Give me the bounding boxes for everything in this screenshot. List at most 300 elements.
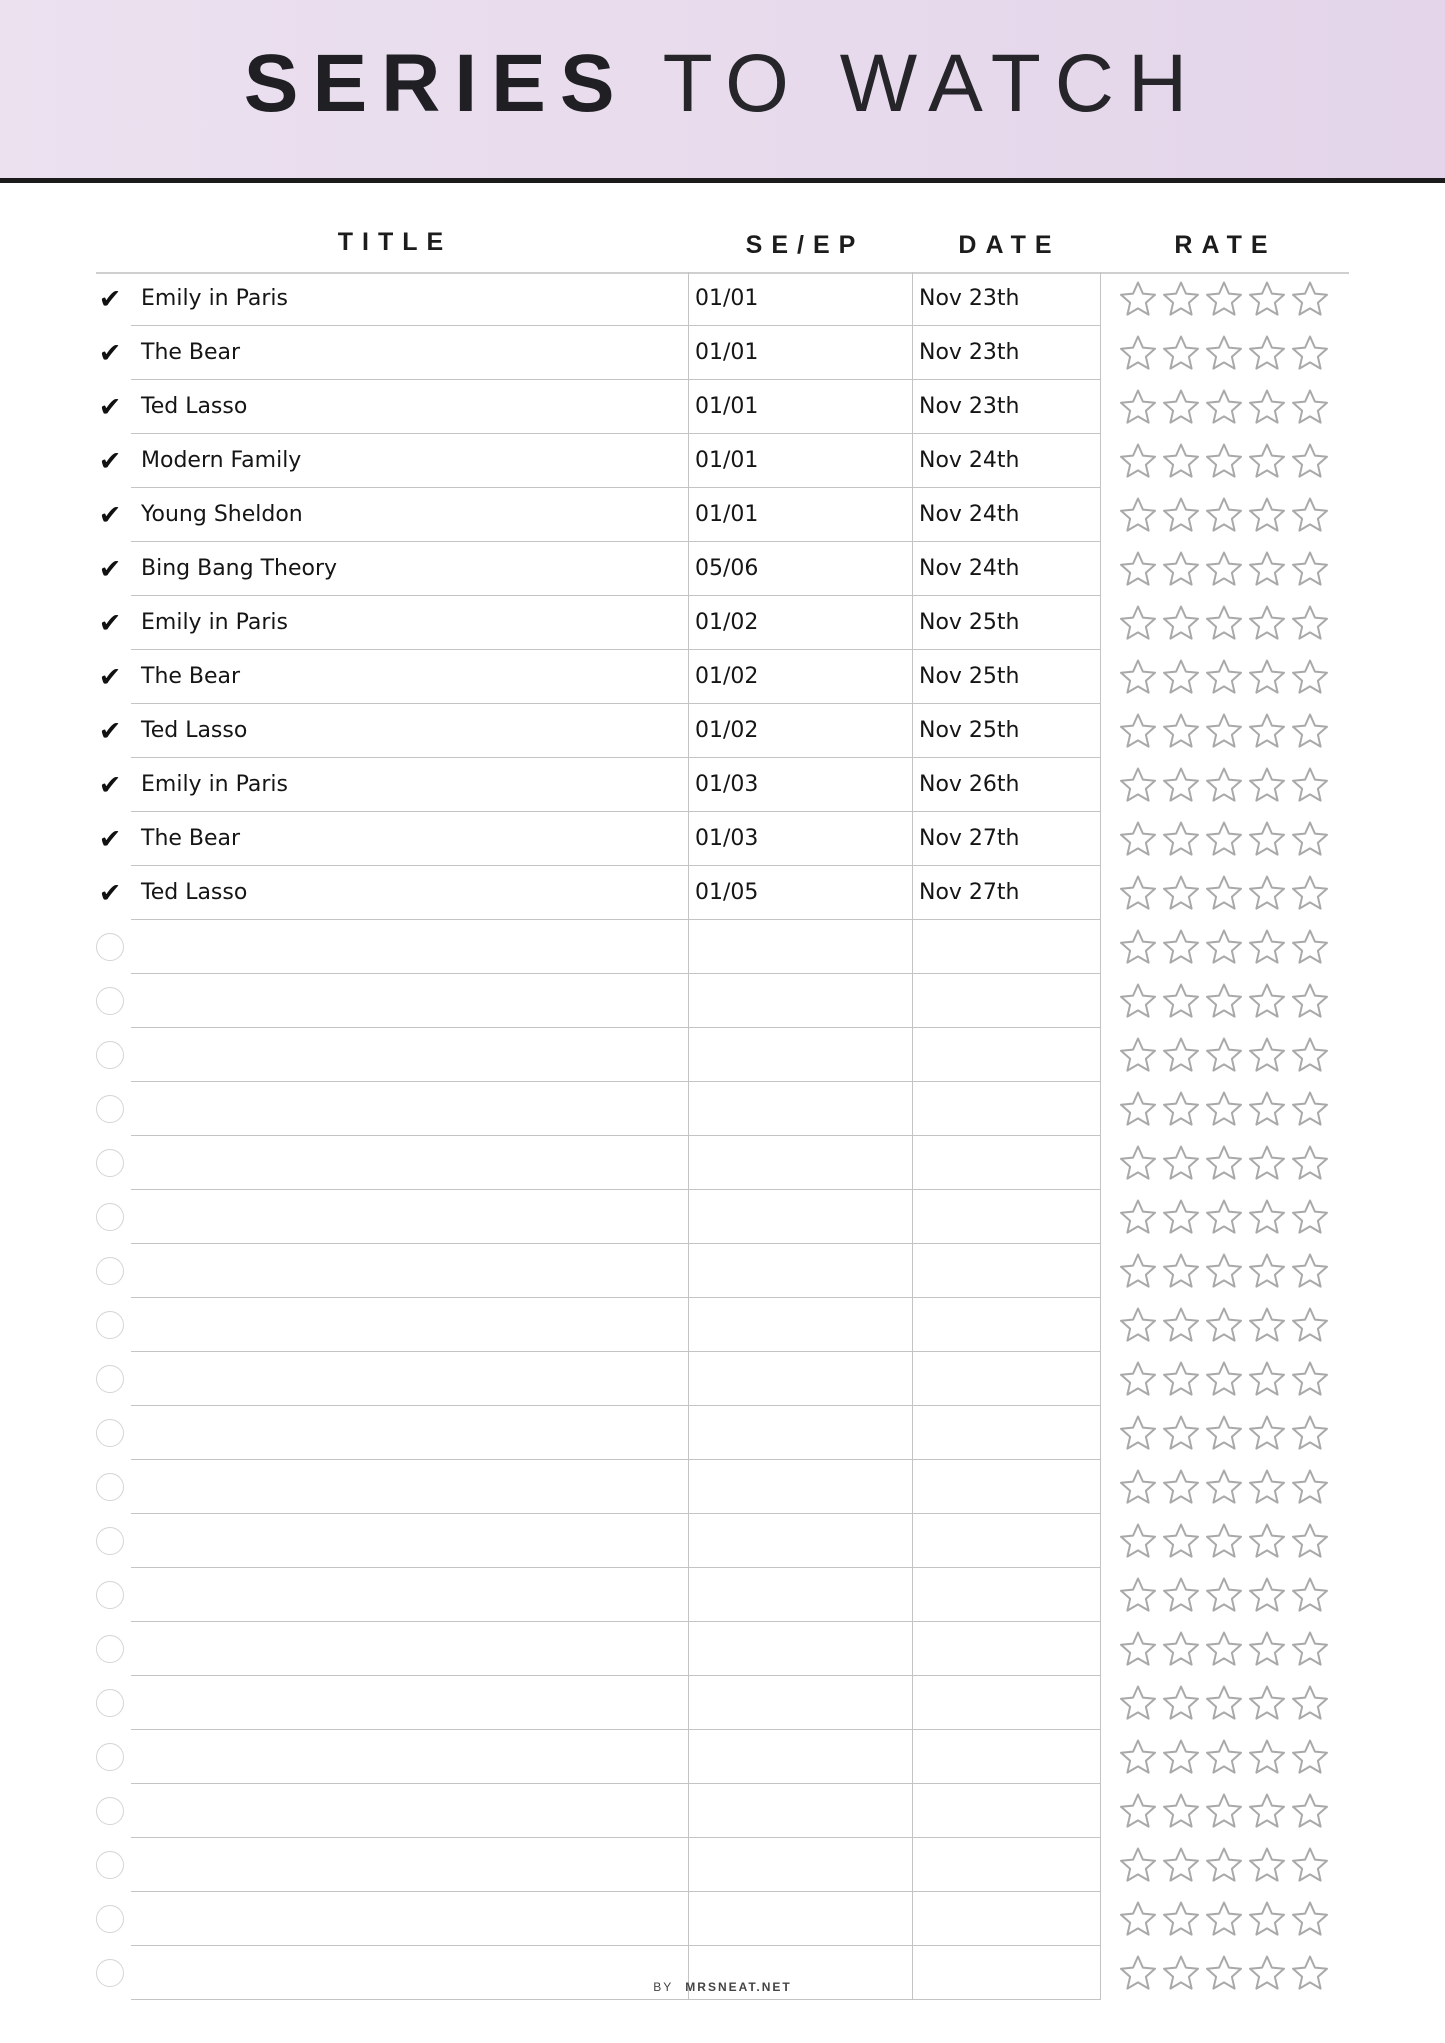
star-outline-icon[interactable] xyxy=(1247,1846,1287,1884)
star-outline-icon[interactable] xyxy=(1247,1306,1287,1344)
checkmark-icon[interactable]: ✔ xyxy=(98,823,122,855)
star-outline-icon[interactable] xyxy=(1118,1576,1158,1614)
star-outline-icon[interactable] xyxy=(1290,1090,1330,1128)
star-outline-icon[interactable] xyxy=(1247,1414,1287,1452)
star-outline-icon[interactable] xyxy=(1290,1306,1330,1344)
star-outline-icon[interactable] xyxy=(1204,820,1244,858)
empty-checkbox[interactable] xyxy=(96,1203,124,1231)
se-ep-cell[interactable]: 01/01 xyxy=(688,380,912,434)
title-cell[interactable] xyxy=(131,1136,688,1190)
title-bold: SERIES xyxy=(243,38,629,129)
title-cell[interactable] xyxy=(131,1568,688,1622)
star-outline-icon[interactable] xyxy=(1161,874,1201,912)
date-cell[interactable] xyxy=(912,1514,1101,1568)
checkmark-icon[interactable]: ✔ xyxy=(98,445,122,477)
star-outline-icon[interactable] xyxy=(1247,334,1287,372)
star-outline-icon[interactable] xyxy=(1118,1414,1158,1452)
star-outline-icon[interactable] xyxy=(1290,928,1330,966)
star-outline-icon[interactable] xyxy=(1118,982,1158,1020)
rating-stars xyxy=(1118,1306,1333,1344)
star-outline-icon[interactable] xyxy=(1118,1900,1158,1938)
checkmark-icon[interactable]: ✔ xyxy=(98,391,122,423)
star-outline-icon[interactable] xyxy=(1247,874,1287,912)
date-cell[interactable]: Nov 25th xyxy=(912,704,1101,758)
star-outline-icon[interactable] xyxy=(1290,1522,1330,1560)
title-cell[interactable] xyxy=(131,1676,688,1730)
star-outline-icon[interactable] xyxy=(1118,1522,1158,1560)
star-outline-icon[interactable] xyxy=(1161,928,1201,966)
star-outline-icon[interactable] xyxy=(1118,712,1158,750)
date-cell[interactable]: Nov 24th xyxy=(912,542,1101,596)
star-outline-icon[interactable] xyxy=(1290,280,1330,318)
title-cell[interactable] xyxy=(131,1298,688,1352)
star-outline-icon[interactable] xyxy=(1290,982,1330,1020)
star-outline-icon[interactable] xyxy=(1247,1684,1287,1722)
date-cell[interactable]: Nov 25th xyxy=(912,650,1101,704)
title-cell[interactable] xyxy=(131,1352,688,1406)
star-outline-icon[interactable] xyxy=(1118,1684,1158,1722)
star-outline-icon[interactable] xyxy=(1247,712,1287,750)
date-cell[interactable]: Nov 24th xyxy=(912,488,1101,542)
star-outline-icon[interactable] xyxy=(1161,442,1201,480)
date-cell[interactable] xyxy=(912,1892,1101,1946)
star-outline-icon[interactable] xyxy=(1247,1360,1287,1398)
se-ep-cell[interactable] xyxy=(688,1568,912,1622)
se-ep-cell[interactable] xyxy=(688,1136,912,1190)
star-outline-icon[interactable] xyxy=(1161,1198,1201,1236)
star-outline-icon[interactable] xyxy=(1118,604,1158,642)
checkmark-icon[interactable]: ✔ xyxy=(98,553,122,585)
date-cell[interactable]: Nov 24th xyxy=(912,434,1101,488)
star-outline-icon[interactable] xyxy=(1290,1792,1330,1830)
title-cell[interactable]: Bing Bang Theory xyxy=(131,542,688,596)
title-cell[interactable]: The Bear xyxy=(131,812,688,866)
date-cell[interactable] xyxy=(912,1676,1101,1730)
star-outline-icon[interactable] xyxy=(1118,496,1158,534)
star-outline-icon[interactable] xyxy=(1204,550,1244,588)
title-cell[interactable] xyxy=(131,1514,688,1568)
se-ep-cell[interactable] xyxy=(688,1892,912,1946)
empty-checkbox[interactable] xyxy=(96,1797,124,1825)
empty-checkbox[interactable] xyxy=(96,1527,124,1555)
star-outline-icon[interactable] xyxy=(1290,388,1330,426)
star-outline-icon[interactable] xyxy=(1290,442,1330,480)
star-outline-icon[interactable] xyxy=(1118,1036,1158,1074)
title-cell[interactable]: The Bear xyxy=(131,650,688,704)
star-outline-icon[interactable] xyxy=(1118,1630,1158,1668)
rating-stars xyxy=(1118,766,1333,804)
star-outline-icon[interactable] xyxy=(1204,604,1244,642)
star-outline-icon[interactable] xyxy=(1290,1414,1330,1452)
title-cell[interactable] xyxy=(131,1784,688,1838)
star-outline-icon[interactable] xyxy=(1290,1198,1330,1236)
title-cell[interactable]: Emily in Paris xyxy=(131,758,688,812)
title-cell[interactable]: The Bear xyxy=(131,326,688,380)
star-outline-icon[interactable] xyxy=(1161,766,1201,804)
se-ep-cell[interactable]: 01/01 xyxy=(688,434,912,488)
se-ep-cell[interactable] xyxy=(688,974,912,1028)
title-cell[interactable] xyxy=(131,1028,688,1082)
title-cell[interactable]: Ted Lasso xyxy=(131,866,688,920)
checkmark-icon[interactable]: ✔ xyxy=(98,283,122,315)
rating-stars xyxy=(1118,982,1333,1020)
star-outline-icon[interactable] xyxy=(1161,712,1201,750)
empty-checkbox[interactable] xyxy=(96,1365,124,1393)
date-cell[interactable] xyxy=(912,1136,1101,1190)
star-outline-icon[interactable] xyxy=(1118,1846,1158,1884)
title-cell[interactable] xyxy=(131,920,688,974)
star-outline-icon[interactable] xyxy=(1161,1522,1201,1560)
star-outline-icon[interactable] xyxy=(1204,1198,1244,1236)
date-cell[interactable]: Nov 26th xyxy=(912,758,1101,812)
se-ep-cell[interactable] xyxy=(688,1406,912,1460)
star-outline-icon[interactable] xyxy=(1290,1630,1330,1668)
star-outline-icon[interactable] xyxy=(1247,982,1287,1020)
empty-checkbox[interactable] xyxy=(96,1851,124,1879)
date-cell[interactable] xyxy=(912,1460,1101,1514)
star-outline-icon[interactable] xyxy=(1290,550,1330,588)
date-cell[interactable] xyxy=(912,1568,1101,1622)
date-cell[interactable] xyxy=(912,1082,1101,1136)
star-outline-icon[interactable] xyxy=(1290,1738,1330,1776)
date-cell[interactable] xyxy=(912,1190,1101,1244)
star-outline-icon[interactable] xyxy=(1161,1900,1201,1938)
star-outline-icon[interactable] xyxy=(1118,334,1158,372)
table-row xyxy=(0,326,1445,380)
star-outline-icon[interactable] xyxy=(1161,1252,1201,1290)
se-ep-cell[interactable] xyxy=(688,1730,912,1784)
star-outline-icon[interactable] xyxy=(1118,1468,1158,1506)
star-outline-icon[interactable] xyxy=(1161,1630,1201,1668)
se-ep-cell[interactable] xyxy=(688,1838,912,1892)
star-outline-icon[interactable] xyxy=(1247,1468,1287,1506)
date-cell[interactable]: Nov 27th xyxy=(912,812,1101,866)
empty-checkbox[interactable] xyxy=(96,933,124,961)
se-ep-cell[interactable] xyxy=(688,1676,912,1730)
star-outline-icon[interactable] xyxy=(1161,1846,1201,1884)
title-cell[interactable] xyxy=(131,1406,688,1460)
star-outline-icon[interactable] xyxy=(1290,658,1330,696)
star-outline-icon[interactable] xyxy=(1204,1090,1244,1128)
table-row xyxy=(0,1244,1445,1298)
se-ep-cell[interactable] xyxy=(688,1352,912,1406)
star-outline-icon[interactable] xyxy=(1204,928,1244,966)
star-outline-icon[interactable] xyxy=(1161,1792,1201,1830)
date-cell[interactable] xyxy=(912,1406,1101,1460)
empty-checkbox[interactable] xyxy=(96,1473,124,1501)
star-outline-icon[interactable] xyxy=(1161,1090,1201,1128)
star-outline-icon[interactable] xyxy=(1247,1252,1287,1290)
star-outline-icon[interactable] xyxy=(1204,1036,1244,1074)
se-ep-cell[interactable]: 01/05 xyxy=(688,866,912,920)
star-outline-icon[interactable] xyxy=(1290,604,1330,642)
star-outline-icon[interactable] xyxy=(1118,766,1158,804)
star-outline-icon[interactable] xyxy=(1204,1144,1244,1182)
star-outline-icon[interactable] xyxy=(1204,658,1244,696)
date-cell[interactable] xyxy=(912,1352,1101,1406)
title-cell[interactable]: Ted Lasso xyxy=(131,704,688,758)
star-outline-icon[interactable] xyxy=(1118,388,1158,426)
empty-checkbox[interactable] xyxy=(96,1149,124,1177)
star-outline-icon[interactable] xyxy=(1161,658,1201,696)
star-outline-icon[interactable] xyxy=(1204,1360,1244,1398)
star-outline-icon[interactable] xyxy=(1118,874,1158,912)
star-outline-icon[interactable] xyxy=(1247,442,1287,480)
star-outline-icon[interactable] xyxy=(1247,496,1287,534)
star-outline-icon[interactable] xyxy=(1161,1036,1201,1074)
date-cell[interactable]: Nov 23th xyxy=(912,326,1101,380)
star-outline-icon[interactable] xyxy=(1161,388,1201,426)
star-outline-icon[interactable] xyxy=(1204,1738,1244,1776)
se-ep-cell[interactable] xyxy=(688,1298,912,1352)
date-cell[interactable] xyxy=(912,1622,1101,1676)
se-ep-cell[interactable]: 01/02 xyxy=(688,650,912,704)
star-outline-icon[interactable] xyxy=(1247,1792,1287,1830)
rating-stars xyxy=(1118,928,1333,966)
star-outline-icon[interactable] xyxy=(1247,1144,1287,1182)
checkmark-icon[interactable]: ✔ xyxy=(98,661,122,693)
title-cell[interactable] xyxy=(131,1460,688,1514)
star-outline-icon[interactable] xyxy=(1161,1144,1201,1182)
date-cell[interactable]: Nov 23th xyxy=(912,272,1101,326)
title-cell[interactable]: Young Sheldon xyxy=(131,488,688,542)
star-outline-icon[interactable] xyxy=(1247,280,1287,318)
star-outline-icon[interactable] xyxy=(1204,1576,1244,1614)
date-cell[interactable] xyxy=(912,974,1101,1028)
date-cell[interactable]: Nov 27th xyxy=(912,866,1101,920)
column-header-se-ep: SE/EP xyxy=(745,231,865,259)
rating-stars xyxy=(1118,1576,1333,1614)
star-outline-icon[interactable] xyxy=(1204,1792,1244,1830)
title-cell[interactable]: Modern Family xyxy=(131,434,688,488)
star-outline-icon[interactable] xyxy=(1204,1306,1244,1344)
star-outline-icon[interactable] xyxy=(1161,1684,1201,1722)
date-cell[interactable] xyxy=(912,1730,1101,1784)
star-outline-icon[interactable] xyxy=(1204,442,1244,480)
empty-checkbox[interactable] xyxy=(96,1689,124,1717)
star-outline-icon[interactable] xyxy=(1290,766,1330,804)
star-outline-icon[interactable] xyxy=(1118,442,1158,480)
se-ep-cell[interactable]: 01/02 xyxy=(688,596,912,650)
title-cell[interactable]: Emily in Paris xyxy=(131,596,688,650)
se-ep-cell[interactable]: 01/01 xyxy=(688,326,912,380)
se-ep-cell[interactable] xyxy=(688,1244,912,1298)
star-outline-icon[interactable] xyxy=(1161,820,1201,858)
star-outline-icon[interactable] xyxy=(1204,1468,1244,1506)
se-ep-cell[interactable]: 05/06 xyxy=(688,542,912,596)
star-outline-icon[interactable] xyxy=(1247,388,1287,426)
se-ep-cell[interactable]: 01/03 xyxy=(688,758,912,812)
star-outline-icon[interactable] xyxy=(1247,1576,1287,1614)
rating-stars xyxy=(1118,1144,1333,1182)
se-ep-cell[interactable] xyxy=(688,1460,912,1514)
star-outline-icon[interactable] xyxy=(1247,604,1287,642)
star-outline-icon[interactable] xyxy=(1290,496,1330,534)
star-outline-icon[interactable] xyxy=(1118,1198,1158,1236)
star-outline-icon[interactable] xyxy=(1247,1198,1287,1236)
empty-checkbox[interactable] xyxy=(96,1095,124,1123)
checkmark-icon[interactable]: ✔ xyxy=(98,769,122,801)
star-outline-icon[interactable] xyxy=(1118,1360,1158,1398)
star-outline-icon[interactable] xyxy=(1290,712,1330,750)
star-outline-icon[interactable] xyxy=(1161,1468,1201,1506)
se-ep-cell[interactable] xyxy=(688,1082,912,1136)
star-outline-icon[interactable] xyxy=(1161,1576,1201,1614)
star-outline-icon[interactable] xyxy=(1247,1522,1287,1560)
empty-checkbox[interactable] xyxy=(96,1581,124,1609)
star-outline-icon[interactable] xyxy=(1247,928,1287,966)
checkmark-icon[interactable]: ✔ xyxy=(98,715,122,747)
star-outline-icon[interactable] xyxy=(1118,1252,1158,1290)
star-outline-icon[interactable] xyxy=(1290,820,1330,858)
empty-checkbox[interactable] xyxy=(96,1635,124,1663)
star-outline-icon[interactable] xyxy=(1204,496,1244,534)
empty-checkbox[interactable] xyxy=(96,1905,124,1933)
star-outline-icon[interactable] xyxy=(1204,1900,1244,1938)
rating-stars xyxy=(1118,712,1333,750)
checkmark-icon[interactable]: ✔ xyxy=(98,337,122,369)
star-outline-icon[interactable] xyxy=(1161,280,1201,318)
empty-checkbox[interactable] xyxy=(96,987,124,1015)
star-outline-icon[interactable] xyxy=(1118,1792,1158,1830)
star-outline-icon[interactable] xyxy=(1118,280,1158,318)
star-outline-icon[interactable] xyxy=(1161,334,1201,372)
star-outline-icon[interactable] xyxy=(1161,550,1201,588)
star-outline-icon[interactable] xyxy=(1290,1576,1330,1614)
star-outline-icon[interactable] xyxy=(1161,1414,1201,1452)
star-outline-icon[interactable] xyxy=(1247,1738,1287,1776)
star-outline-icon[interactable] xyxy=(1204,1684,1244,1722)
star-outline-icon[interactable] xyxy=(1204,874,1244,912)
star-outline-icon[interactable] xyxy=(1161,604,1201,642)
star-outline-icon[interactable] xyxy=(1247,658,1287,696)
star-outline-icon[interactable] xyxy=(1118,1738,1158,1776)
se-ep-cell[interactable] xyxy=(688,1514,912,1568)
se-ep-cell[interactable] xyxy=(688,1622,912,1676)
star-outline-icon[interactable] xyxy=(1247,766,1287,804)
star-outline-icon[interactable] xyxy=(1290,1252,1330,1290)
empty-checkbox[interactable] xyxy=(96,1419,124,1447)
star-outline-icon[interactable] xyxy=(1204,1846,1244,1884)
star-outline-icon[interactable] xyxy=(1290,334,1330,372)
star-outline-icon[interactable] xyxy=(1118,1144,1158,1182)
title-cell[interactable] xyxy=(131,1244,688,1298)
star-outline-icon[interactable] xyxy=(1290,1846,1330,1884)
star-outline-icon[interactable] xyxy=(1290,874,1330,912)
footer-brand: MRSNEAT.NET xyxy=(685,1980,792,1994)
table-row xyxy=(0,1352,1445,1406)
empty-checkbox[interactable] xyxy=(96,1311,124,1339)
star-outline-icon[interactable] xyxy=(1247,1900,1287,1938)
star-outline-icon[interactable] xyxy=(1290,1144,1330,1182)
title-cell[interactable] xyxy=(131,1622,688,1676)
star-outline-icon[interactable] xyxy=(1204,388,1244,426)
star-outline-icon[interactable] xyxy=(1204,280,1244,318)
se-ep-cell[interactable] xyxy=(688,1028,912,1082)
star-outline-icon[interactable] xyxy=(1118,928,1158,966)
star-outline-icon[interactable] xyxy=(1161,496,1201,534)
star-outline-icon[interactable] xyxy=(1204,1414,1244,1452)
date-cell[interactable]: Nov 25th xyxy=(912,596,1101,650)
rating-stars xyxy=(1118,388,1333,426)
star-outline-icon[interactable] xyxy=(1290,1360,1330,1398)
rating-stars xyxy=(1118,1630,1333,1668)
se-ep-cell[interactable]: 01/01 xyxy=(688,488,912,542)
table-row xyxy=(0,380,1445,434)
date-cell[interactable]: Nov 23th xyxy=(912,380,1101,434)
star-outline-icon[interactable] xyxy=(1118,820,1158,858)
star-outline-icon[interactable] xyxy=(1290,1900,1330,1938)
star-outline-icon[interactable] xyxy=(1161,982,1201,1020)
star-outline-icon[interactable] xyxy=(1247,820,1287,858)
title-cell[interactable]: Emily in Paris xyxy=(131,272,688,326)
empty-checkbox[interactable] xyxy=(96,1041,124,1069)
checkmark-icon[interactable]: ✔ xyxy=(98,877,122,909)
title-cell[interactable] xyxy=(131,1730,688,1784)
date-cell[interactable] xyxy=(912,1298,1101,1352)
date-cell[interactable] xyxy=(912,920,1101,974)
se-ep-cell[interactable] xyxy=(688,1190,912,1244)
se-ep-cell[interactable]: 01/02 xyxy=(688,704,912,758)
star-outline-icon[interactable] xyxy=(1204,766,1244,804)
star-outline-icon[interactable] xyxy=(1204,1252,1244,1290)
star-outline-icon[interactable] xyxy=(1204,334,1244,372)
star-outline-icon[interactable] xyxy=(1118,1090,1158,1128)
star-outline-icon[interactable] xyxy=(1247,1090,1287,1128)
date-cell[interactable] xyxy=(912,1244,1101,1298)
se-ep-cell[interactable]: 01/03 xyxy=(688,812,912,866)
checkmark-icon[interactable]: ✔ xyxy=(98,607,122,639)
table-row xyxy=(0,1838,1445,1892)
checkmark-icon[interactable]: ✔ xyxy=(98,499,122,531)
se-ep-cell[interactable] xyxy=(688,1784,912,1838)
title-cell[interactable] xyxy=(131,1892,688,1946)
rating-stars xyxy=(1118,1252,1333,1290)
star-outline-icon[interactable] xyxy=(1204,982,1244,1020)
title-cell[interactable] xyxy=(131,1082,688,1136)
star-outline-icon[interactable] xyxy=(1204,712,1244,750)
date-cell[interactable] xyxy=(912,1838,1101,1892)
star-outline-icon[interactable] xyxy=(1118,550,1158,588)
title-cell[interactable] xyxy=(131,1838,688,1892)
empty-checkbox[interactable] xyxy=(96,1743,124,1771)
star-outline-icon[interactable] xyxy=(1290,1684,1330,1722)
star-outline-icon[interactable] xyxy=(1290,1468,1330,1506)
title-cell[interactable] xyxy=(131,974,688,1028)
title-cell[interactable] xyxy=(131,1190,688,1244)
title-cell[interactable]: Ted Lasso xyxy=(131,380,688,434)
table-row xyxy=(0,812,1445,866)
star-outline-icon[interactable] xyxy=(1118,658,1158,696)
star-outline-icon[interactable] xyxy=(1161,1360,1201,1398)
star-outline-icon[interactable] xyxy=(1290,1036,1330,1074)
star-outline-icon[interactable] xyxy=(1204,1630,1244,1668)
se-ep-cell[interactable] xyxy=(688,920,912,974)
table-row xyxy=(0,1730,1445,1784)
empty-checkbox[interactable] xyxy=(96,1257,124,1285)
star-outline-icon[interactable] xyxy=(1247,1630,1287,1668)
star-outline-icon[interactable] xyxy=(1161,1738,1201,1776)
star-outline-icon[interactable] xyxy=(1247,1036,1287,1074)
star-outline-icon[interactable] xyxy=(1204,1522,1244,1560)
date-cell[interactable] xyxy=(912,1028,1101,1082)
star-outline-icon[interactable] xyxy=(1247,550,1287,588)
date-cell[interactable] xyxy=(912,1784,1101,1838)
rating-stars xyxy=(1118,1684,1333,1722)
se-ep-cell[interactable]: 01/01 xyxy=(688,272,912,326)
star-outline-icon[interactable] xyxy=(1161,1306,1201,1344)
star-outline-icon[interactable] xyxy=(1118,1306,1158,1344)
